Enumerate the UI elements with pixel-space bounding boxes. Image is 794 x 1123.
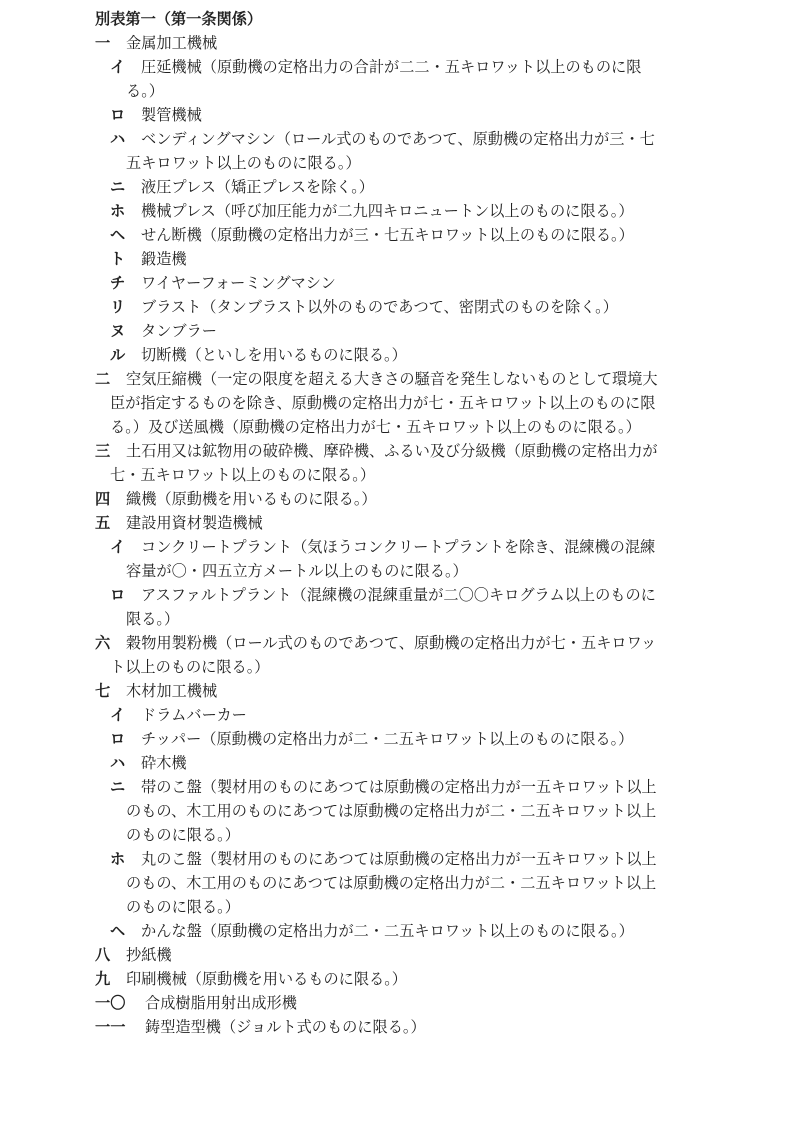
item-text-line: のもの、木工用のものにあつては原動機の定格出力が二・二五キロワット以上	[126, 874, 657, 892]
sub-item-letter: ニ	[110, 778, 126, 796]
item-text-line: 圧延機械（原動機の定格出力の合計が二二・五キロワット以上のものに限	[141, 58, 642, 76]
item-text-line: 抄紙機	[126, 946, 172, 964]
item-text-line: タンブラー	[141, 322, 217, 340]
sub-list-item	[95, 583, 695, 631]
item-number: 八	[95, 946, 111, 964]
item-text-line: 限る。）	[126, 610, 180, 628]
item-text-line: 丸のこ盤（製材用のものにあつては原動機の定格出力が一五キロワット以上	[141, 850, 657, 868]
sub-item-letter: ヘ	[110, 922, 126, 940]
sub-item-letter: ヌ	[110, 322, 126, 340]
item-number: 二	[95, 370, 111, 388]
item-number: 七	[95, 682, 111, 700]
item-text-line: 建設用資材製造機械	[126, 514, 263, 532]
sub-list-item	[95, 775, 695, 847]
item-text-line: 金属加工機械	[126, 34, 218, 52]
item-list	[95, 31, 695, 1039]
item-text-line: ドラムバーカー	[141, 706, 247, 724]
list-item	[95, 679, 695, 703]
sub-list-item	[95, 727, 695, 751]
item-text-line: 七・五キロワット以上のものに限る。）	[110, 466, 376, 484]
sub-list-item	[95, 223, 695, 247]
sub-item-letter: ト	[110, 250, 126, 268]
list-item	[95, 439, 695, 487]
item-text-line: 機械プレス（呼び加圧能力が二九四キロニュートン以上のものに限る。）	[141, 202, 634, 220]
list-item	[95, 943, 695, 967]
sub-list-item	[95, 703, 695, 727]
item-number: 六	[95, 634, 111, 652]
item-text-line: 臣が指定するものを除き、原動機の定格出力が七・五キロワット以上のものに限	[110, 394, 656, 412]
sub-list-item	[95, 127, 695, 175]
sub-item-letter: イ	[110, 706, 126, 724]
item-text-line: 砕木機	[141, 754, 187, 772]
sub-item-letter: ヘ	[110, 226, 126, 244]
sub-list-item	[95, 103, 695, 127]
list-item	[95, 31, 695, 55]
list-item	[95, 487, 695, 511]
item-text-line: せん断機（原動機の定格出力が三・七五キロワット以上のものに限る。）	[141, 226, 634, 244]
item-text-line: る。）及び送風機（原動機の定格出力が七・五キロワット以上のものに限る。）	[110, 418, 641, 436]
item-text-line: る。）	[126, 82, 164, 100]
item-text-line: 穀物用製粉機（ロール式のものであつて、原動機の定格出力が七・五キロワッ	[126, 634, 657, 652]
list-item	[95, 631, 695, 679]
sub-list-item	[95, 271, 695, 295]
item-text-line: ベンディングマシン（ロール式のものであつて、原動機の定格出力が三・七	[141, 130, 655, 148]
sub-item-letter: ロ	[110, 586, 126, 604]
document-title: 別表第一（第一条関係）	[95, 10, 263, 28]
sub-item-letter: リ	[110, 298, 126, 316]
sub-list-item	[95, 319, 695, 343]
item-text-line: 容量が〇・四五立方メートル以上のものに限る。）	[126, 562, 468, 580]
sub-item-letter: ロ	[110, 106, 126, 124]
item-number: 一一	[95, 1018, 126, 1036]
item-text-line: アスファルトプラント（混練機の混練重量が二〇〇キログラム以上のものに	[141, 586, 656, 604]
item-number: 一〇	[95, 994, 126, 1012]
sub-item-letter: イ	[110, 58, 126, 76]
list-item	[95, 1015, 695, 1039]
sub-item-letter: ホ	[110, 850, 126, 868]
item-text-line: 帯のこ盤（製材用のものにあつては原動機の定格出力が一五キロワット以上	[141, 778, 657, 796]
list-item	[95, 511, 695, 535]
list-item	[95, 991, 695, 1015]
sub-list-item	[95, 919, 695, 943]
item-text-line: ワイヤーフォーミングマシン	[141, 274, 336, 292]
sub-list-item	[95, 535, 695, 583]
item-text-line: 鋳型造型機（ジョルト式のものに限る。）	[145, 1018, 426, 1036]
sub-item-letter: チ	[110, 274, 126, 292]
item-number: 一	[95, 34, 111, 52]
sub-list-item	[95, 55, 695, 103]
item-text-line: のものに限る。）	[126, 898, 240, 916]
item-text-line: 製管機械	[141, 106, 202, 124]
item-text-line: 土石用又は鉱物用の破砕機、摩砕機、ふるい及び分級機（原動機の定格出力が	[126, 442, 658, 460]
sub-item-letter: ル	[110, 346, 126, 364]
item-text-line: 五キロワット以上のものに限る。）	[126, 154, 361, 172]
item-text-line: 液圧プレス（矯正プレスを除く。）	[141, 178, 374, 196]
list-item	[95, 967, 695, 991]
sub-item-letter: ロ	[110, 730, 126, 748]
item-number: 五	[95, 514, 111, 532]
item-text-line: のもの、木工用のものにあつては原動機の定格出力が二・二五キロワット以上	[126, 802, 657, 820]
item-number: 四	[95, 490, 111, 508]
item-text-line: 合成樹脂用射出成形機	[145, 994, 297, 1012]
sub-item-letter: ハ	[110, 754, 126, 772]
sub-item-letter: イ	[110, 538, 126, 556]
item-text-line: のものに限る。）	[126, 826, 240, 844]
item-text-line: 空気圧縮機（一定の限度を超える大きさの騒音を発生しないものとして環境大	[126, 370, 658, 388]
item-text-line: 木材加工機械	[126, 682, 218, 700]
sub-list-item	[95, 247, 695, 271]
item-text-line: 鍛造機	[141, 250, 187, 268]
sub-list-item	[95, 847, 695, 919]
item-text-line: 切断機（といしを用いるものに限る。）	[141, 346, 407, 364]
item-text-line: ト以上のものに限る。）	[110, 658, 270, 676]
sub-item-letter: ニ	[110, 178, 126, 196]
sub-item-letter: ハ	[110, 130, 126, 148]
document-body	[95, 7, 695, 1039]
sub-list-item	[95, 343, 695, 367]
item-text-line: 印刷機械（原動機を用いるものに限る。）	[126, 970, 407, 988]
item-text-line: 織機（原動機を用いるものに限る。）	[126, 490, 377, 508]
item-text-line: かんな盤（原動機の定格出力が二・二五キロワット以上のものに限る。）	[141, 922, 634, 940]
item-text-line: チッパー（原動機の定格出力が二・二五キロワット以上のものに限る。）	[141, 730, 634, 748]
sub-list-item	[95, 175, 695, 199]
sub-list-item	[95, 295, 695, 319]
list-item	[95, 367, 695, 439]
item-number: 九	[95, 970, 111, 988]
item-text-line: コンクリートプラント（気ほうコンクリートプラントを除き、混練機の混練	[141, 538, 656, 556]
sub-list-item	[95, 199, 695, 223]
item-text-line: ブラスト（タンブラスト以外のものであつて、密閉式のものを除く。）	[141, 298, 618, 316]
sub-item-letter: ホ	[110, 202, 126, 220]
sub-list-item	[95, 751, 695, 775]
item-number: 三	[95, 442, 111, 460]
